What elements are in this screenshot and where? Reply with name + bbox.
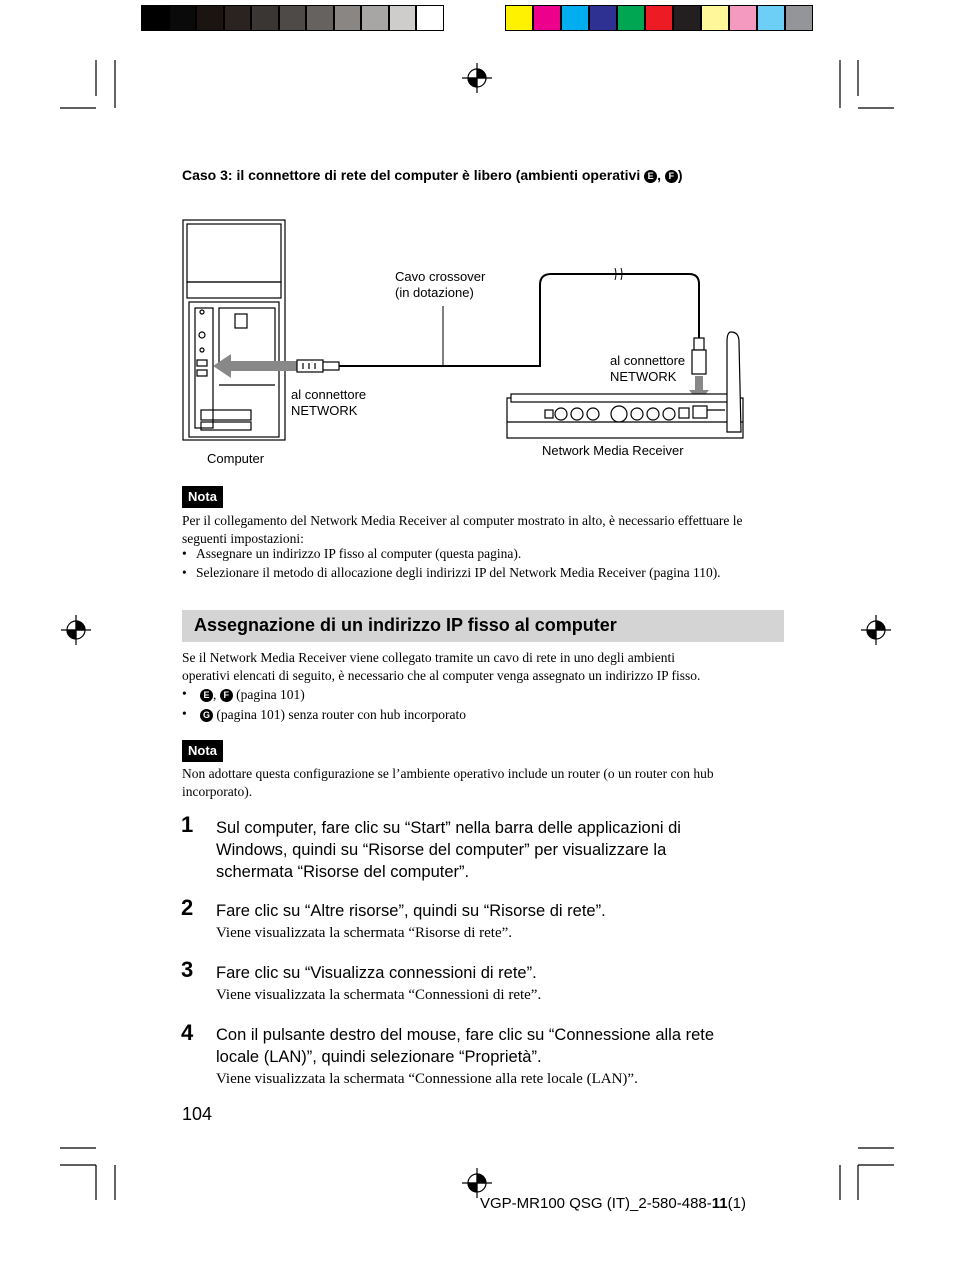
note-badge: Nota xyxy=(182,740,223,762)
note-badge: Nota xyxy=(182,486,223,508)
environment-g-badge: G xyxy=(200,709,213,722)
registration-mark-icon xyxy=(462,63,492,93)
bullet-marker: • xyxy=(182,546,187,561)
step-number: 4 xyxy=(181,1020,194,1045)
step-instruction: Con il pulsante destro del mouse, fare clic su “Connessione alla rete locale (LAN)”, quindi selezionare “Proprietà”. xyxy=(216,1026,715,1066)
page-number: 104 xyxy=(182,1104,213,1124)
footer-code: VGP-MR100 QSG (IT)_2-580-488-11(1) xyxy=(480,1195,746,1212)
computer-label: Computer xyxy=(207,451,265,466)
step-instruction: Sul computer, fare clic su “Start” nella barra delle applicazioni di Windows, quindi su “Risorse del computer” per visualizzare la schermata “Risorse del computer”. xyxy=(216,819,681,881)
cable-label: Cavo crossover (in dotazione) xyxy=(395,269,486,300)
step-instruction: Fare clic su “Visualizza connessioni di rete”. xyxy=(216,964,537,982)
registration-mark-icon xyxy=(462,1168,492,1198)
note-bullet: Selezionare il metodo di allocazione degli indirizzi IP del Network Media Receiver (pagina 110). xyxy=(196,565,721,580)
note-text: Non adottare questa configurazione se l’ambiente operativo include un router (o un router con hub incorporato). xyxy=(182,766,714,799)
receiver-label: Network Media Receiver xyxy=(542,443,684,458)
right-cable-plug-icon xyxy=(692,338,706,374)
environment-e-badge: E xyxy=(200,689,213,702)
bullet-marker: • xyxy=(182,706,187,721)
intro-bullet: G (pagina 101) senza router con hub incorporato xyxy=(200,706,466,724)
step-result: Viene visualizzata la schermata “Risorse di rete”. xyxy=(216,925,513,941)
registration-mark-icon xyxy=(61,615,91,645)
note-bullet: Assegnare un indirizzo IP fisso al computer (questa pagina). xyxy=(196,546,522,561)
step-result: Viene visualizzata la schermata “Connessioni di rete”. xyxy=(216,987,542,1003)
step-result: Viene visualizzata la schermata “Connessione alla rete locale (LAN)”. xyxy=(216,1071,638,1087)
step-number: 3 xyxy=(181,957,194,982)
environment-e-badge: E xyxy=(644,170,657,183)
environment-f-badge: F xyxy=(220,689,233,702)
step-number: 2 xyxy=(181,895,194,920)
registration-mark-icon xyxy=(861,615,891,645)
connection-diagram xyxy=(175,210,775,470)
intro-text: Se il Network Media Receiver viene collegato tramite un cavo di rete in uno degli ambienti operativi elencati di seguito, è necessario che al computer venga assegnato un indirizzo IP fisso. xyxy=(182,650,701,683)
left-cable-plug-icon xyxy=(297,360,339,372)
bullet-marker: • xyxy=(182,686,187,701)
environment-f-badge: F xyxy=(665,170,678,183)
step-number: 1 xyxy=(181,812,194,837)
section-header xyxy=(182,610,784,642)
intro-bullet: E , F (pagina 101) xyxy=(200,686,305,704)
case-heading: Caso 3: il connettore di rete del computer è libero (ambienti operativi E , F ) xyxy=(182,167,683,183)
section-title: Assegnazione di un indirizzo IP fisso al computer xyxy=(194,615,617,635)
computer-connector-label: al connettore NETWORK xyxy=(291,387,367,418)
computer-illustration xyxy=(183,220,285,440)
step-instruction: Fare clic su “Altre risorse”, quindi su “Risorse di rete”. xyxy=(216,902,606,920)
receiver-connector-label: al connettore NETWORK xyxy=(610,353,686,384)
bullet-marker: • xyxy=(182,565,187,580)
note-text: Per il collegamento del Network Media Receiver al computer mostrato in alto, è necessario effettuare le seguenti impostazioni: xyxy=(182,513,743,546)
receiver-illustration xyxy=(507,332,743,438)
